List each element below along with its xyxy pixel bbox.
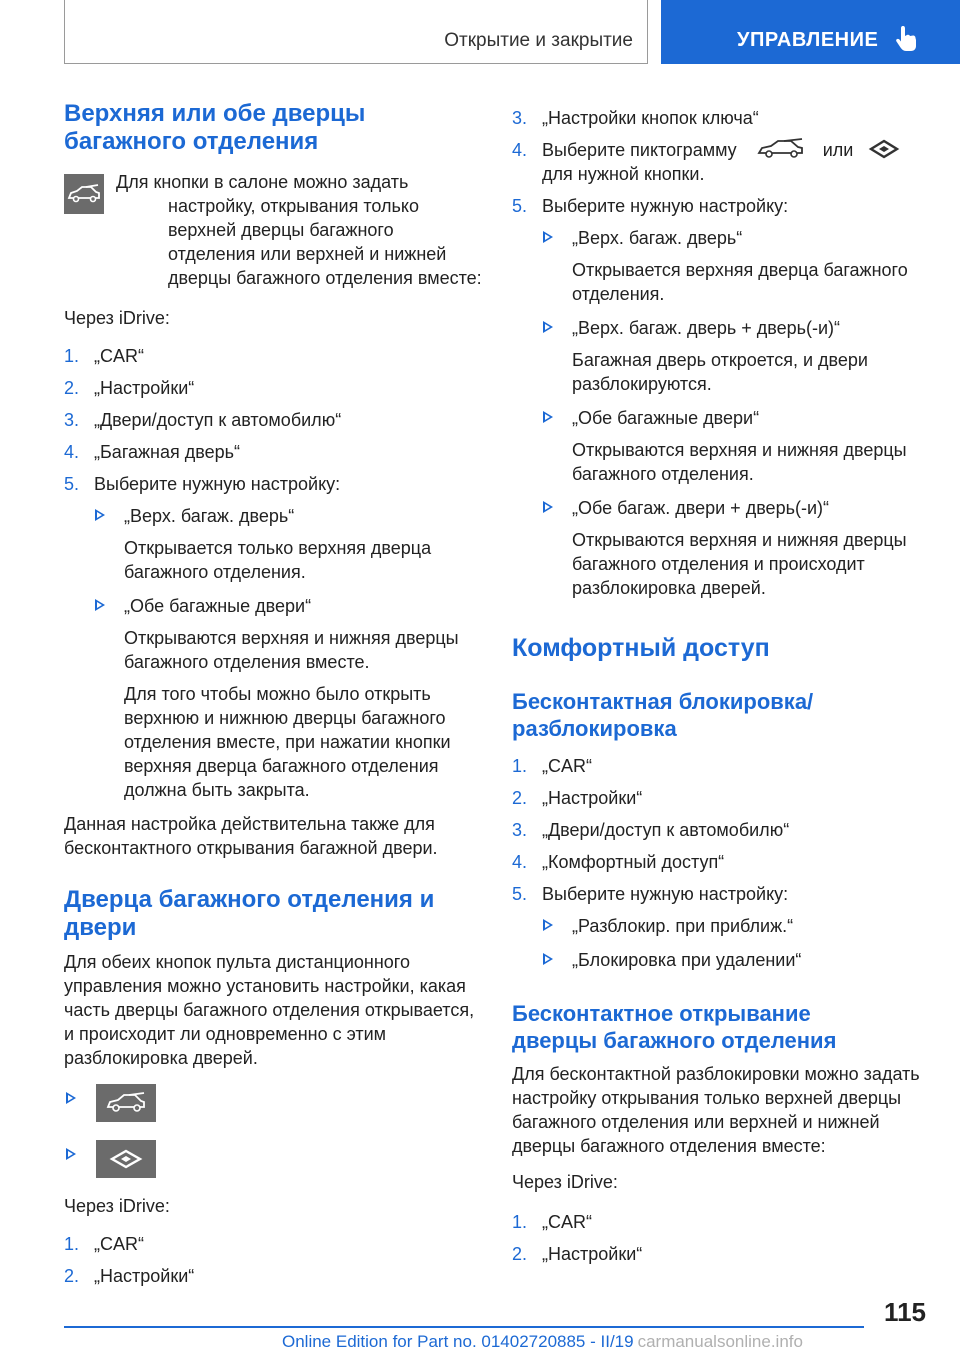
remote-option-trunk bbox=[64, 1084, 482, 1124]
settings-steps bbox=[64, 344, 482, 496]
option-item: „Блокировка при удалении“ bbox=[512, 948, 930, 972]
option-item: „Верх. багаж. дверь + дверь(-и)“ Багажная дверь откроется, и двери разблокируются. bbox=[512, 316, 930, 396]
key-option-list bbox=[512, 226, 930, 600]
list-item: 2. „Настройки“ bbox=[512, 1244, 643, 1264]
list-item: 2. „Настройки“ bbox=[64, 1266, 195, 1286]
intro-text: Для кнопки в салоне можно задать настройку, открывания только верхней дверцы багажного отделения или верхней и нижней дверцы багажного отделения вместе: bbox=[116, 172, 482, 288]
contactless-steps bbox=[512, 1210, 930, 1266]
triangle-bullet-icon bbox=[66, 1092, 76, 1104]
option-item: „Обе багажные двери“ Открываются верхняя и нижняя дверцы багажного отделения. bbox=[512, 406, 930, 486]
car-trunk-icon bbox=[64, 174, 104, 214]
triangle-bullet-icon bbox=[66, 1148, 76, 1160]
diamond-key-icon bbox=[868, 139, 900, 159]
option-list bbox=[64, 504, 482, 802]
list-item: 3. „Двери/доступ к автомобилю“ bbox=[512, 820, 790, 840]
triangle-bullet-icon bbox=[543, 231, 553, 243]
page-number: 115 bbox=[884, 1297, 926, 1327]
heading-trunk-and-doors: Дверца багажного отделения и двери bbox=[64, 886, 435, 941]
chapter-tab[interactable] bbox=[661, 0, 960, 64]
car-trunk-icon bbox=[96, 1084, 156, 1122]
list-item: 4. „Багажная дверь“ bbox=[64, 442, 240, 462]
triangle-bullet-icon bbox=[95, 599, 105, 611]
option-item: „Обе багажные двери“ Открываются верхняя и нижняя дверцы багажного отделения вместе. Для того чтобы можно было открыть верхнюю и нижнюю дверцы багажного отделения вместе, при нажатии кнопки верхняя дверца багажного отделения должна быть закрыта. bbox=[64, 594, 482, 802]
right-column bbox=[512, 106, 930, 1266]
diamond-key-icon bbox=[96, 1140, 156, 1178]
chapter-tab-label: УПРАВЛЕНИЕ bbox=[737, 29, 879, 51]
heading-upper-or-both-doors: Верхняя или обе дверцы багажного отделения bbox=[64, 100, 366, 155]
left-column bbox=[64, 100, 482, 1288]
triangle-bullet-icon bbox=[543, 411, 553, 423]
heading-keyless-lock: Бесконтактная блокировка/разблокировка bbox=[512, 689, 814, 741]
option-item: „Разблокир. при приближ.“ bbox=[512, 914, 930, 938]
remote-text: Для обеих кнопок пульта дистанционного управления можно установить настройки, какая часть дверцы багажного отделения открывается, и происходит ли одновременно с этим разблокировка дверей. bbox=[64, 952, 475, 1068]
list-item: 2. „Настройки“ bbox=[64, 378, 195, 398]
footer-edition: Online Edition for Part no. 01402720885 - II/19 carmanualsonline.info bbox=[282, 1332, 803, 1351]
keyless-option-list bbox=[512, 914, 930, 972]
list-item: 2. „Настройки“ bbox=[512, 788, 643, 808]
note-text: Данная настройка действительна также для бесконтактного открывания багажной двери. bbox=[64, 814, 438, 858]
contactless-text: Для бесконтактной разблокировки можно задать настройку открывания только верхней дверцы багажного отделения или верхней и нижней дверцы багажного отделения вместе: bbox=[512, 1064, 920, 1156]
car-trunk-icon bbox=[756, 138, 806, 160]
option-item: „Обе багаж. двери + дверь(-и)“ Открываются верхняя и нижняя дверцы багажного отделения и происходит разблокировка дверей. bbox=[512, 496, 930, 600]
list-item: 1. „CAR“ bbox=[512, 756, 592, 776]
keyless-steps bbox=[512, 754, 930, 906]
triangle-bullet-icon bbox=[95, 509, 105, 521]
heading-comfort-access: Комфортный доступ bbox=[512, 634, 770, 662]
option-item: „Верх. багаж. дверь“ Открывается только верхняя дверца багажного отделения. bbox=[64, 504, 482, 584]
triangle-bullet-icon bbox=[543, 919, 553, 931]
footer-rule bbox=[64, 1326, 864, 1328]
list-item: 4. Выберите пиктограмму или для нужной кнопки. bbox=[512, 138, 930, 186]
settings-steps-2 bbox=[64, 1232, 482, 1288]
intro-paragraph bbox=[64, 170, 482, 290]
triangle-bullet-icon bbox=[543, 321, 553, 333]
triangle-bullet-icon bbox=[543, 953, 553, 965]
via-idrive-label-2: Через iDrive: bbox=[64, 1196, 170, 1216]
key-settings-steps bbox=[512, 106, 930, 218]
via-idrive-label: Через iDrive: bbox=[64, 308, 170, 328]
list-item: 5. Выберите нужную настройку: bbox=[512, 884, 789, 904]
section-title: Открытие и закрытие bbox=[444, 30, 633, 51]
hand-icon bbox=[894, 24, 920, 52]
list-item: 3. „Двери/доступ к автомобилю“ bbox=[64, 410, 342, 430]
triangle-bullet-icon bbox=[543, 501, 553, 513]
remote-option-key bbox=[64, 1140, 482, 1180]
option-item: „Верх. багаж. дверь“ Открывается верхняя дверца багажного отделения. bbox=[512, 226, 930, 306]
header-frame bbox=[64, 0, 648, 64]
list-item: 4. „Комфортный доступ“ bbox=[512, 852, 725, 872]
list-item: 3. „Настройки кнопок ключа“ bbox=[512, 108, 759, 128]
list-item: 5. Выберите нужную настройку: bbox=[512, 196, 789, 216]
list-item: 1. „CAR“ bbox=[512, 1212, 592, 1232]
list-item: 5. Выберите нужную настройку: bbox=[64, 474, 341, 494]
list-item: 1. „CAR“ bbox=[64, 1234, 144, 1254]
heading-contactless-trunk: Бесконтактное открывание дверцы багажного отделения bbox=[512, 1001, 837, 1053]
watermark: carmanualsonline.info bbox=[637, 1332, 803, 1351]
list-item: 1. „CAR“ bbox=[64, 346, 144, 366]
via-idrive-label-3: Через iDrive: bbox=[512, 1172, 618, 1192]
